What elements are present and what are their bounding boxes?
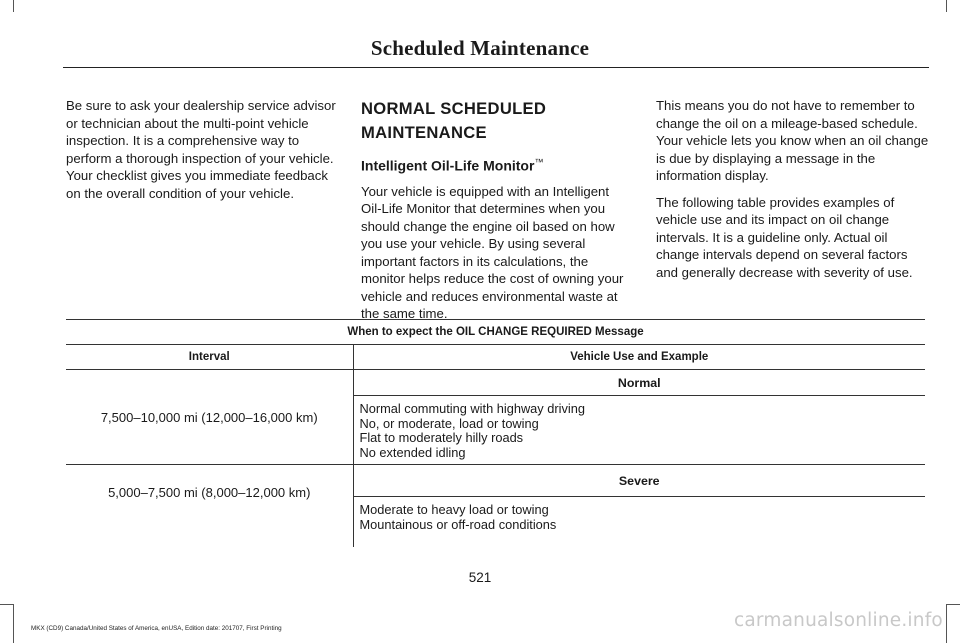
paragraph-table-intro: The following table provides examples of vehicle use and its impact on oil change intervals. It is a guideline only. Actual oil change intervals depend on several factors and generally decrease with severity of use. — [656, 194, 913, 280]
section-heading-line1: NORMAL SCHEDULED — [361, 99, 547, 118]
detail-line: No, or moderate, load or towing — [359, 415, 539, 431]
column-left — [66, 97, 338, 211]
detail-line: Flat to moderately hilly roads — [359, 430, 524, 446]
table-caption: When to expect the OIL CHANGE REQUIRED Message — [66, 320, 925, 345]
column-right — [656, 97, 931, 290]
header-divider — [63, 67, 929, 68]
detail-line: No extended idling — [359, 444, 466, 460]
interval-severe: 5,000–7,500 mi (8,000–12,000 km) — [66, 465, 353, 548]
subheading-oil-life-monitor — [361, 153, 631, 175]
paragraph-monitor: Your vehicle is equipped with an Intelligent Oil-Life Monitor that determines when you should change the engine oil based on how you use your vehicle. By using several important factors in its calculations, the monitor helps reduce the cost of owning your vehicle and reduces environmental waste at the same time. — [361, 183, 624, 322]
crop-mark-bottom-left-vertical — [13, 604, 14, 643]
watermark: carmanualsonline.info — [734, 610, 943, 631]
column-header-use: Vehicle Use and Example — [353, 345, 925, 370]
footer-edition-info: MKX (CD9) Canada/United States of America, enUSA, Edition date: 201707, First Printing — [31, 625, 282, 632]
paragraph-inspection: Be sure to ask your dealership service advisor or technician about the multi-point vehicle inspection. It is a comprehensive way to perform a thorough inspection of your vehicle. Your checklist gives you immediate feedback on the overall condition of your vehicle. — [66, 98, 336, 201]
details-severe — [353, 497, 925, 547]
section-heading — [361, 97, 631, 145]
crop-mark-bottom-right-horizontal — [946, 604, 960, 605]
section-heading-line2: MAINTENANCE — [361, 123, 487, 142]
category-severe: Severe — [353, 465, 925, 497]
details-normal — [353, 396, 925, 465]
page-title: Scheduled Maintenance — [370, 36, 590, 60]
interval-normal: 7,500–10,000 mi (12,000–16,000 km) — [66, 370, 353, 465]
detail-line: Normal commuting with highway driving — [359, 401, 585, 416]
crop-mark-bottom-right-vertical — [946, 604, 947, 643]
detail-line: Mountainous or off-road conditions — [359, 516, 557, 532]
detail-line: Moderate to heavy load or towing — [359, 502, 549, 518]
category-normal: Normal — [353, 370, 925, 396]
subheading-text: Intelligent Oil-Life Monitor — [361, 157, 535, 174]
column-header-interval: Interval — [66, 345, 353, 370]
crop-mark-bottom-left-horizontal — [0, 604, 14, 605]
crop-mark-top-right-vertical — [946, 0, 947, 12]
trademark-symbol: ™ — [534, 157, 544, 167]
paragraph-mileage: This means you do not have to remember to change the oil on a mileage-based schedule. Your vehicle lets you know when an oil change is due by displaying a message in the information display. — [656, 98, 929, 183]
crop-mark-top-left-vertical — [13, 0, 14, 12]
page-number: 521 — [468, 570, 492, 585]
column-middle — [361, 97, 631, 332]
oil-change-table — [66, 319, 925, 547]
